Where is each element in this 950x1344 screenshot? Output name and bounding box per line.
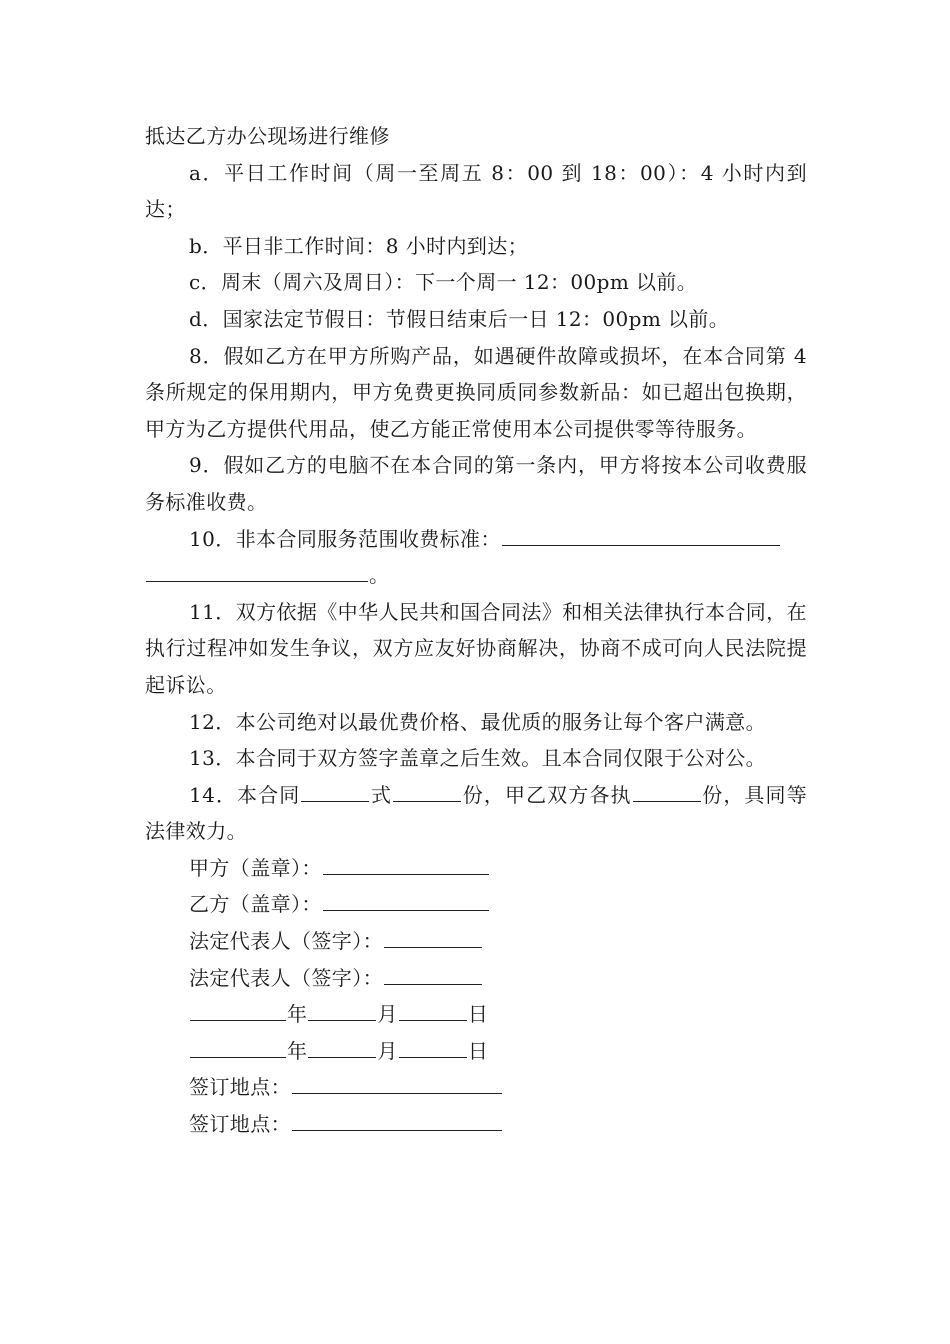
party-a-seal-blank[interactable] bbox=[323, 852, 489, 875]
copies-count-blank[interactable] bbox=[393, 779, 461, 802]
representative-2-line bbox=[145, 960, 807, 997]
clause-10-end: 。 bbox=[369, 563, 390, 588]
representative-1-blank[interactable] bbox=[384, 925, 482, 948]
representative-2-blank[interactable] bbox=[384, 962, 482, 985]
item-c-weekend: c．周末（周六及周日）：下一个周一 12：00pm 以前。 bbox=[189, 270, 698, 295]
year-blank-2[interactable] bbox=[190, 1035, 286, 1058]
day-blank-2[interactable] bbox=[399, 1035, 467, 1058]
day-label-2: 日 bbox=[467, 1038, 489, 1063]
representative-2-label: 法定代表人（签字）： bbox=[189, 965, 383, 990]
copies-each-blank[interactable] bbox=[633, 779, 701, 802]
month-blank-1[interactable] bbox=[308, 998, 376, 1021]
contract-body bbox=[145, 118, 807, 1143]
clause-9: 9．假如乙方的电脑不在本合同的第一条内，甲方将按本公司收费服务标准收费。 bbox=[145, 453, 807, 514]
clause-14-d: 份，具同等法律效力。 bbox=[145, 782, 808, 844]
copies-form-blank[interactable] bbox=[301, 779, 369, 802]
clause-14-b: 式 bbox=[370, 782, 393, 807]
signing-place-1-label: 签订地点： bbox=[189, 1075, 291, 1100]
date-line-2 bbox=[145, 1033, 807, 1070]
date-line-1 bbox=[145, 996, 807, 1033]
signing-place-2-blank[interactable] bbox=[292, 1108, 502, 1131]
signing-place-2-label: 签订地点： bbox=[189, 1112, 291, 1137]
party-a-seal-label: 甲方（盖章）： bbox=[189, 855, 322, 880]
party-b-seal-label: 乙方（盖章）： bbox=[189, 892, 322, 917]
item-b-off-hours: b．平日非工作时间：8 小时内到达； bbox=[189, 233, 529, 258]
clause-11: 11．双方依据《中华人民共和国合同法》和相关法律执行本合同，在执行过程冲如发生争议，双方应友好协商解决，协商不成可向人民法院提起诉讼。 bbox=[145, 599, 807, 697]
paragraph-continuation: 抵达乙方办公现场进行维修 bbox=[145, 124, 390, 148]
day-label-1: 日 bbox=[467, 1002, 489, 1027]
fee-standard-blank-2[interactable] bbox=[146, 559, 368, 582]
fee-standard-blank[interactable] bbox=[502, 523, 780, 546]
clause-14-a: 14．本合同 bbox=[189, 782, 301, 807]
year-blank-1[interactable] bbox=[190, 998, 286, 1021]
month-blank-2[interactable] bbox=[308, 1035, 376, 1058]
party-b-seal-blank[interactable] bbox=[323, 888, 489, 911]
item-d-holiday: d．国家法定节假日：节假日结束后一日 12：00pm 以前。 bbox=[189, 306, 730, 331]
representative-1-label: 法定代表人（签字）： bbox=[189, 929, 383, 954]
clause-10-label: 10．非本合同服务范围收费标准： bbox=[189, 526, 501, 551]
party-a-seal-line bbox=[145, 850, 807, 887]
year-label-2: 年 bbox=[287, 1038, 308, 1063]
signing-place-1-line bbox=[145, 1069, 807, 1106]
clause-13: 13．本合同于双方签字盖章之后生效。且本合同仅限于公对公。 bbox=[189, 746, 767, 771]
day-blank-1[interactable] bbox=[399, 998, 467, 1021]
month-label-1: 月 bbox=[377, 1002, 398, 1027]
item-a-weekday-hours: a．平日工作时间（周一至周五 8：00 到 18：00）：4 小时内到达； bbox=[145, 160, 807, 222]
clause-14-c: 份，甲乙双方各执 bbox=[462, 782, 632, 807]
party-b-seal-line bbox=[145, 886, 807, 923]
clause-14 bbox=[145, 777, 807, 850]
clause-12: 12．本公司绝对以最优费价格、最优质的服务让每个客户满意。 bbox=[189, 709, 767, 734]
signing-place-2-line bbox=[145, 1106, 807, 1143]
signing-place-1-blank[interactable] bbox=[292, 1071, 502, 1094]
clause-8: 8．假如乙方在甲方所购产品，如遇硬件故障或损坏，在本合同第 4 条所规定的保用期内，甲方免费更换同质同参数新品：如已超出包换期，甲方为乙方提供代用品，使乙方能正常使用本公司提供零等待服务。 bbox=[145, 343, 807, 441]
representative-1-line bbox=[145, 923, 807, 960]
clause-10 bbox=[145, 521, 807, 558]
year-label-1: 年 bbox=[287, 1002, 308, 1027]
clause-10-continued bbox=[145, 557, 807, 594]
month-label-2: 月 bbox=[377, 1038, 398, 1063]
